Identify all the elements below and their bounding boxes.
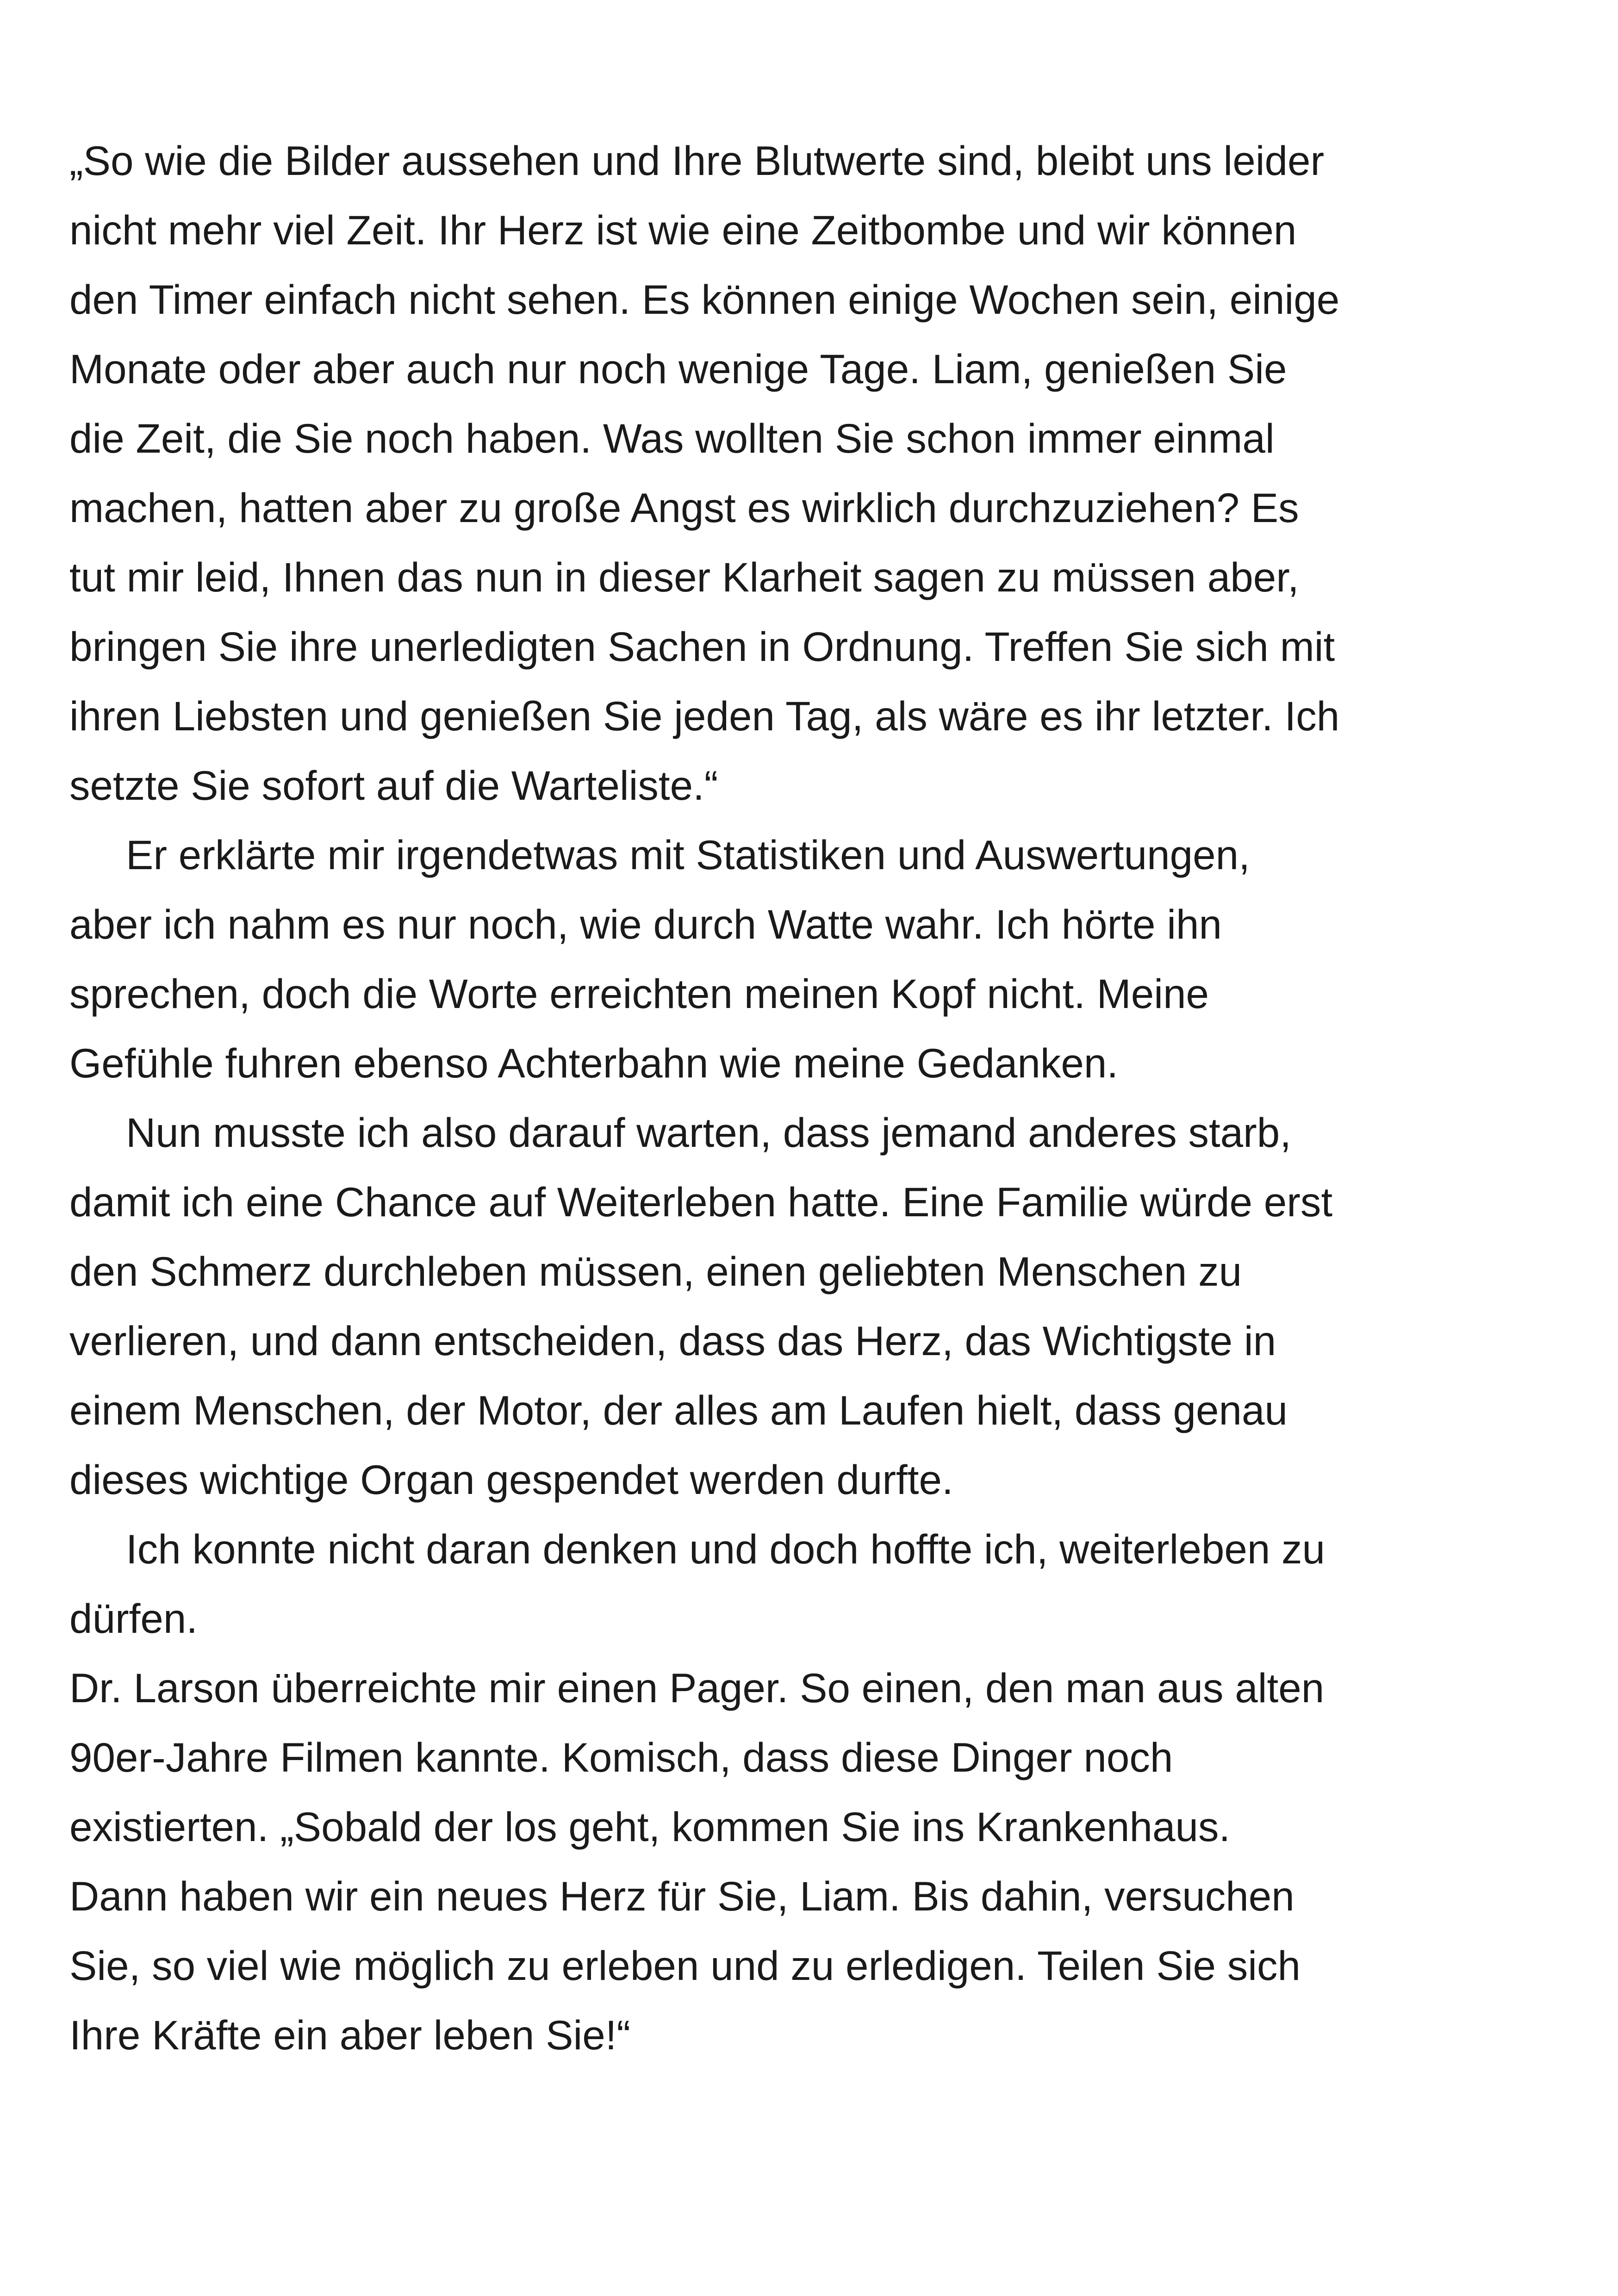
text-line: verlieren, und dann entscheiden, dass das Herz, das Wichtigste in xyxy=(69,1318,1276,1364)
text-line: setzte Sie sofort auf die Warteliste.“ xyxy=(69,762,718,809)
text-line: aber ich nahm es nur noch, wie durch Watte wahr. Ich hörte ihn xyxy=(69,901,1222,947)
text-line: existierten. „Sobald der los geht, kommen Sie ins Krankenhaus. xyxy=(69,1804,1231,1850)
text-line: Ich konnte nicht daran denken und doch hoffte ich, weiterleben zu xyxy=(126,1526,1326,1572)
body-text xyxy=(69,126,1462,2070)
text-line: „So wie die Bilder aussehen und Ihre Blutwerte sind, bleibt uns leider xyxy=(69,137,1325,184)
text-line: Nun musste ich also darauf warten, dass jemand anderes starb, xyxy=(126,1109,1292,1156)
text-line: den Timer einfach nicht sehen. Es können einige Wochen sein, einige xyxy=(69,276,1340,323)
text-line: Monate oder aber auch nur noch wenige Tage. Liam, genießen Sie xyxy=(69,346,1287,392)
text-line: bringen Sie ihre unerledigten Sachen in Ordnung. Treffen Sie sich mit xyxy=(69,623,1335,670)
text-line: den Schmerz durchleben müssen, einen geliebten Menschen zu xyxy=(69,1248,1242,1294)
text-line: Dr. Larson überreichte mir einen Pager. So einen, den man aus alten xyxy=(69,1665,1325,1711)
text-line: Gefühle fuhren ebenso Achterbahn wie meine Gedanken. xyxy=(69,1040,1119,1086)
text-line: machen, hatten aber zu große Angst es wirklich durchzuziehen? Es xyxy=(69,485,1299,531)
text-line: einem Menschen, der Motor, der alles am Laufen hielt, dass genau xyxy=(69,1387,1288,1433)
text-line: dürfen. xyxy=(69,1595,198,1642)
text-line: Er erklärte mir irgendetwas mit Statistiken und Auswertungen, xyxy=(126,832,1250,878)
text-line: ihren Liebsten und genießen Sie jeden Tag, als wäre es ihr letzter. Ich xyxy=(69,693,1340,739)
text-line: Sie, so viel wie möglich zu erleben und zu erledigen. Teilen Sie sich xyxy=(69,1942,1301,1989)
text-line: Dann haben wir ein neues Herz für Sie, Liam. Bis dahin, versuchen xyxy=(69,1873,1294,1919)
text-line: nicht mehr viel Zeit. Ihr Herz ist wie eine Zeitbombe und wir können xyxy=(69,207,1297,253)
text-line: Ihre Kräfte ein aber leben Sie!“ xyxy=(69,2012,631,2058)
text-line: damit ich eine Chance auf Weiterleben hatte. Eine Familie würde erst xyxy=(69,1179,1333,1225)
text-line: tut mir leid, Ihnen das nun in dieser Klarheit sagen zu müssen aber, xyxy=(69,554,1299,600)
text-line: sprechen, doch die Worte erreichten meinen Kopf nicht. Meine xyxy=(69,971,1209,1017)
text-line: dieses wichtige Organ gespendet werden durfte. xyxy=(69,1456,953,1503)
text-line: die Zeit, die Sie noch haben. Was wollten Sie schon immer einmal xyxy=(69,415,1275,461)
text-line: 90er-Jahre Filmen kannte. Komisch, dass diese Dinger noch xyxy=(69,1734,1173,1780)
